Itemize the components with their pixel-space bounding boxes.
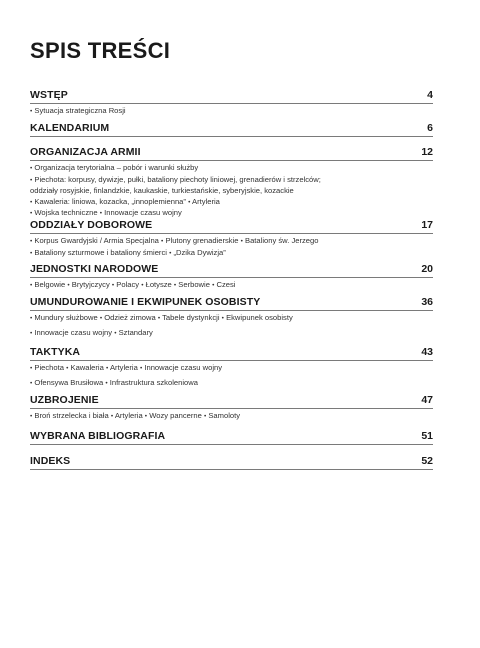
subtopic-item: Polacy [116,280,140,289]
subtopic-item: Piechota: korpusy, dywizje, pułki, bataliony piechoty liniowej, grenadierów i strzelców; [34,174,321,184]
subtopic-list [30,280,433,292]
section-divider [30,444,433,445]
subtopic-list [30,106,433,118]
bullet-icon: • [99,315,103,322]
bullet-icon: • [30,176,33,184]
subtopic-item: Wozy pancerne [149,411,202,420]
bullet-icon: • [141,282,144,289]
bullet-icon: • [139,365,143,372]
page-title: SPIS TREŚCI [30,38,171,63]
subtopic-line [30,163,433,175]
subtopic-item: Piechota [34,363,64,372]
bullet-icon: • [203,413,207,420]
page-number: 12 [421,146,433,158]
bullet-icon: • [114,329,117,337]
section-divider [30,469,433,470]
subtopic-item: Serbowie [178,280,210,289]
page-number: 51 [421,430,433,442]
section-divider [30,103,433,104]
subtopic-line [30,313,433,325]
bullet-icon: • [30,210,33,218]
bullet-icon: • [212,282,215,289]
bullet-icon: • [30,165,33,172]
page-number: 52 [421,455,433,467]
subtopic-item: Ofensywa Brusiłowa [34,377,104,387]
bullet-icon: • [157,315,161,322]
toc-section[interactable] [30,394,433,423]
subtopic-item: Kawaleria [70,363,104,372]
toc-section[interactable] [30,296,433,339]
subtopic-item: Broń strzelecka i biała [34,411,109,420]
toc-entry[interactable] [30,430,433,442]
subtopic-item: Czesi [216,280,236,289]
subtopic-item: Łotysze [145,280,172,289]
bullet-icon: • [30,329,33,337]
subtopic-item: Sytuacja strategiczna Rosji [34,106,126,115]
toc-entry[interactable] [30,296,433,308]
subtopic-line [30,280,433,292]
bullet-icon: • [161,238,164,245]
toc-entry[interactable] [30,146,433,158]
bullet-icon: • [30,365,33,372]
subtopic-item: Belgowie [34,280,66,289]
bullet-icon: • [240,238,243,245]
section-heading: WSTĘP [30,89,68,101]
section-heading: UMUNDUROWANIE I EKWIPUNEK OSOBISTY [30,296,261,308]
subtopic-item: Bataliony szturmowe i bataliony śmierci [34,247,167,257]
subtopic-list [30,313,433,339]
toc-section[interactable] [30,455,433,470]
section-heading: ORGANIZACJA ARMII [30,146,141,158]
subtopic-item: Innowacje czasu wojny [144,363,223,372]
bullet-icon: • [67,282,70,289]
section-divider [30,360,433,361]
subtopic-list [30,163,433,220]
section-divider [30,160,433,161]
toc-entry[interactable] [30,346,433,358]
subtopic-item: Artyleria [192,196,220,206]
subtopic-item: Mundury służbowe [34,313,98,322]
bullet-icon: • [111,282,115,289]
bullet-icon: • [105,379,108,387]
section-divider [30,277,433,278]
bullet-icon: • [169,249,172,257]
toc-section[interactable] [30,89,433,118]
section-heading: UZBROJENIE [30,394,99,406]
bullet-icon: • [221,315,224,322]
bullet-icon: • [173,282,177,289]
bullet-icon: • [105,365,109,372]
toc-section[interactable] [30,219,433,259]
page-number: 6 [427,122,433,134]
section-divider [30,408,433,409]
subtopic-item: Wojska techniczne [34,208,98,218]
subtopic-item: Bataliony św. Jerzego [245,236,319,245]
subtopic-item: Organizacja terytorialna – pobór i warunki służby [34,163,199,172]
toc-section[interactable] [30,430,433,445]
subtopic-item: Plutony grenadierskie [165,236,239,245]
subtopic-line [30,248,433,260]
subtopic-item: Innowacje czasu wojny [104,208,182,218]
subtopic-line [30,175,433,187]
page-number: 17 [421,219,433,231]
subtopic-item: Artyleria [114,411,143,420]
subtopic-item: Infrastruktura szkoleniowa [109,377,198,387]
subtopic-item: Artyleria [109,363,138,372]
subtopic-line [30,363,433,375]
toc-entry[interactable] [30,455,433,467]
subtopic-list [30,411,433,423]
subtopic-item: oddziały rosyjskie, finlandzkie, kaukaskie, turkiestańskie, syberyjskie, kozackie [30,186,294,196]
bullet-icon: • [30,249,33,257]
bullet-icon: • [30,198,33,206]
toc-section[interactable] [30,346,433,389]
subtopic-line [30,186,433,197]
toc-entry[interactable] [30,394,433,406]
subtopic-item: Kawaleria: liniowa, kozacka, „innoplemienna” [34,196,186,206]
subtopic-line [30,328,433,340]
subtopic-line [30,236,433,248]
section-heading: ODDZIAŁY DOBOROWE [30,219,153,231]
page-number: 20 [421,263,433,275]
bullet-icon: • [30,108,33,115]
page-number: 36 [421,296,433,308]
bullet-icon: • [110,413,114,420]
toc-entry[interactable] [30,219,433,231]
subtopic-item: Brytyjczycy [71,280,110,289]
subtopic-item: Tabele dystynkcji [162,313,220,322]
toc-entry[interactable] [30,89,433,101]
section-divider [30,310,433,311]
section-heading: TAKTYKA [30,346,81,358]
bullet-icon: • [30,315,33,322]
bullet-icon: • [144,413,148,420]
subtopic-line [30,197,433,209]
bullet-icon: • [30,379,33,387]
bullet-icon: • [30,413,33,420]
bullet-icon: • [99,210,102,218]
bullet-icon: • [188,198,191,206]
section-heading: KALENDARIUM [30,122,110,134]
section-divider [30,136,433,137]
subtopic-line [30,411,433,423]
toc-section[interactable] [30,146,433,220]
page-number: 43 [421,346,433,358]
bullet-icon: • [66,365,69,372]
section-heading: WYBRANA BIBLIOGRAFIA [30,430,166,442]
toc-section[interactable] [30,263,433,292]
subtopic-line [30,106,433,118]
toc-section[interactable] [30,122,433,137]
subtopic-item: Innowacje czasu wojny [34,327,113,337]
subtopic-line [30,378,433,390]
toc-entry[interactable] [30,122,433,134]
subtopic-item: Korpus Gwardyjski / Armia Specjalna [34,236,159,245]
page-number: 4 [427,89,433,101]
section-heading: JEDNOSTKI NARODOWE [30,263,159,275]
subtopic-item: Sztandary [118,327,153,337]
subtopic-list [30,363,433,389]
bullet-icon: • [30,238,33,245]
subtopic-list [30,236,433,259]
bullet-icon: • [30,282,33,289]
subtopic-item: „Dzika Dywizja” [173,247,226,257]
section-heading: INDEKS [30,455,71,467]
subtopic-item: Ekwipunek osobisty [226,313,293,322]
subtopic-item: Samoloty [208,411,241,420]
page-number: 47 [421,394,433,406]
toc-entry[interactable] [30,263,433,275]
section-divider [30,233,433,234]
subtopic-item: Odzież zimowa [104,313,156,322]
